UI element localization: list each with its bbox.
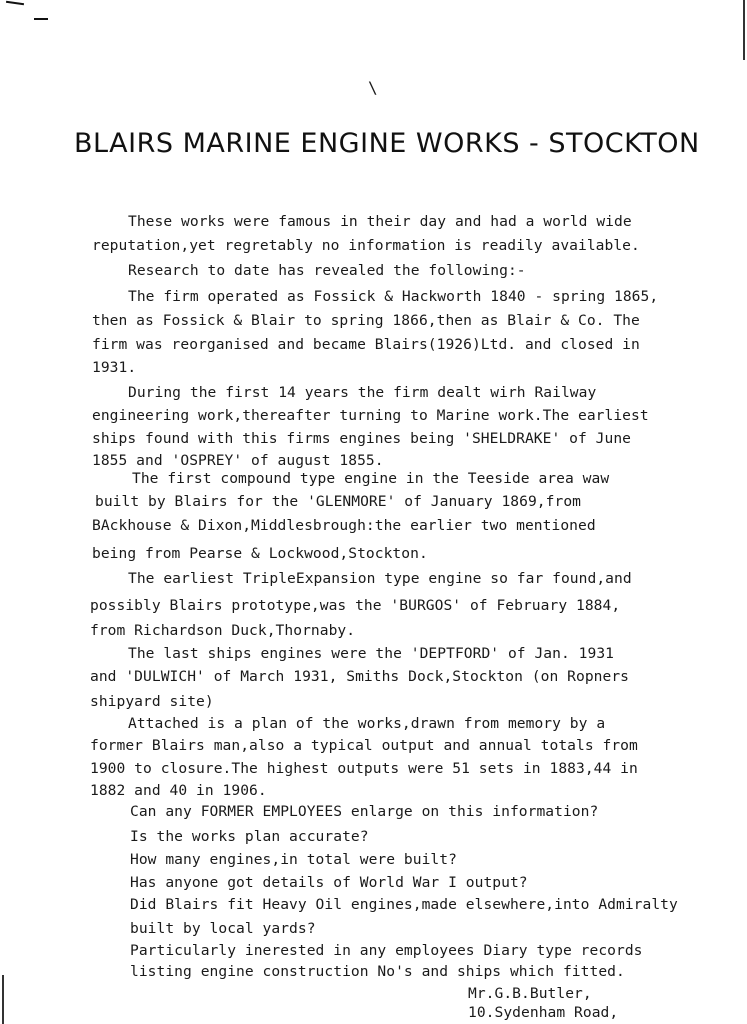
body-line: Has anyone got details of World War I output?: [130, 874, 528, 891]
body-line: shipyard site): [90, 693, 214, 710]
body-line: listing engine construction No's and ships which fitted.: [130, 963, 625, 980]
body-line: Can any FORMER EMPLOYEES enlarge on this information?: [130, 803, 599, 820]
body-line: ships found with this firms engines being 'SHELDRAKE' of June: [92, 430, 632, 447]
body-line: possibly Blairs prototype,was the 'BURGOS' of February 1884,: [90, 597, 621, 614]
page-mark: \: [368, 78, 378, 97]
body-line: Particularly inerested in any employees Diary type records: [130, 942, 643, 959]
body-line: firm was reorganised and became Blairs(1926)Ltd. and closed in: [92, 336, 640, 353]
body-line: The last ships engines were the 'DEPTFORD' of Jan. 1931: [128, 645, 614, 662]
body-line: Research to date has revealed the following:-: [128, 262, 526, 279]
signature-name: Mr.G.B.Butler,: [468, 985, 592, 1002]
body-line: The first compound type engine in the Teeside area waw: [132, 470, 610, 487]
body-line: being from Pearse & Lockwood,Stockton.: [92, 545, 428, 562]
body-line: then as Fossick & Blair to spring 1866,then as Blair & Co. The: [92, 312, 640, 329]
body-line: During the first 14 years the firm dealt wirh Railway: [128, 384, 597, 401]
body-line: Did Blairs fit Heavy Oil engines,made elsewhere,into Admiralty: [130, 896, 678, 913]
body-line: 1882 and 40 in 1906.: [90, 782, 267, 799]
body-line: and 'DULWICH' of March 1931, Smiths Dock,Stockton (on Ropners: [90, 668, 630, 685]
body-line: engineering work,thereafter turning to Marine work.The earliest: [92, 407, 649, 424]
body-line: These works were famous in their day and had a world wide: [128, 213, 632, 230]
body-line: Attached is a plan of the works,drawn from memory by a: [128, 715, 606, 732]
body-line: from Richardson Duck,Thornaby.: [90, 622, 356, 639]
body-line: 1900 to closure.The highest outputs were 51 sets in 1883,44 in: [90, 760, 638, 777]
signature-address: 10.Sydenham Road,: [468, 1004, 619, 1021]
body-line: 1855 and 'OSPREY' of august 1855.: [92, 452, 384, 469]
body-line: BAckhouse & Dixon,Middlesbrough:the earlier two mentioned: [92, 517, 596, 534]
body-line: How many engines,in total were built?: [130, 851, 457, 868]
body-line: The firm operated as Fossick & Hackworth 1840 - spring 1865,: [128, 288, 659, 305]
body-line: Is the works plan accurate?: [130, 828, 369, 845]
body-line: 1931.: [92, 359, 137, 376]
body-line: built by Blairs for the 'GLENMORE' of January 1869,from: [95, 493, 581, 510]
page-title: BLAIRS MARINE ENGINE WORKS - STOCKTON: [74, 128, 700, 159]
body-line: former Blairs man,also a typical output and annual totals from: [90, 737, 638, 754]
body-line: reputation,yet regretably no information is readily available.: [92, 237, 640, 254]
body-line: built by local yards?: [130, 920, 316, 937]
body-line: The earliest TripleExpansion type engine so far found,and: [128, 570, 632, 587]
